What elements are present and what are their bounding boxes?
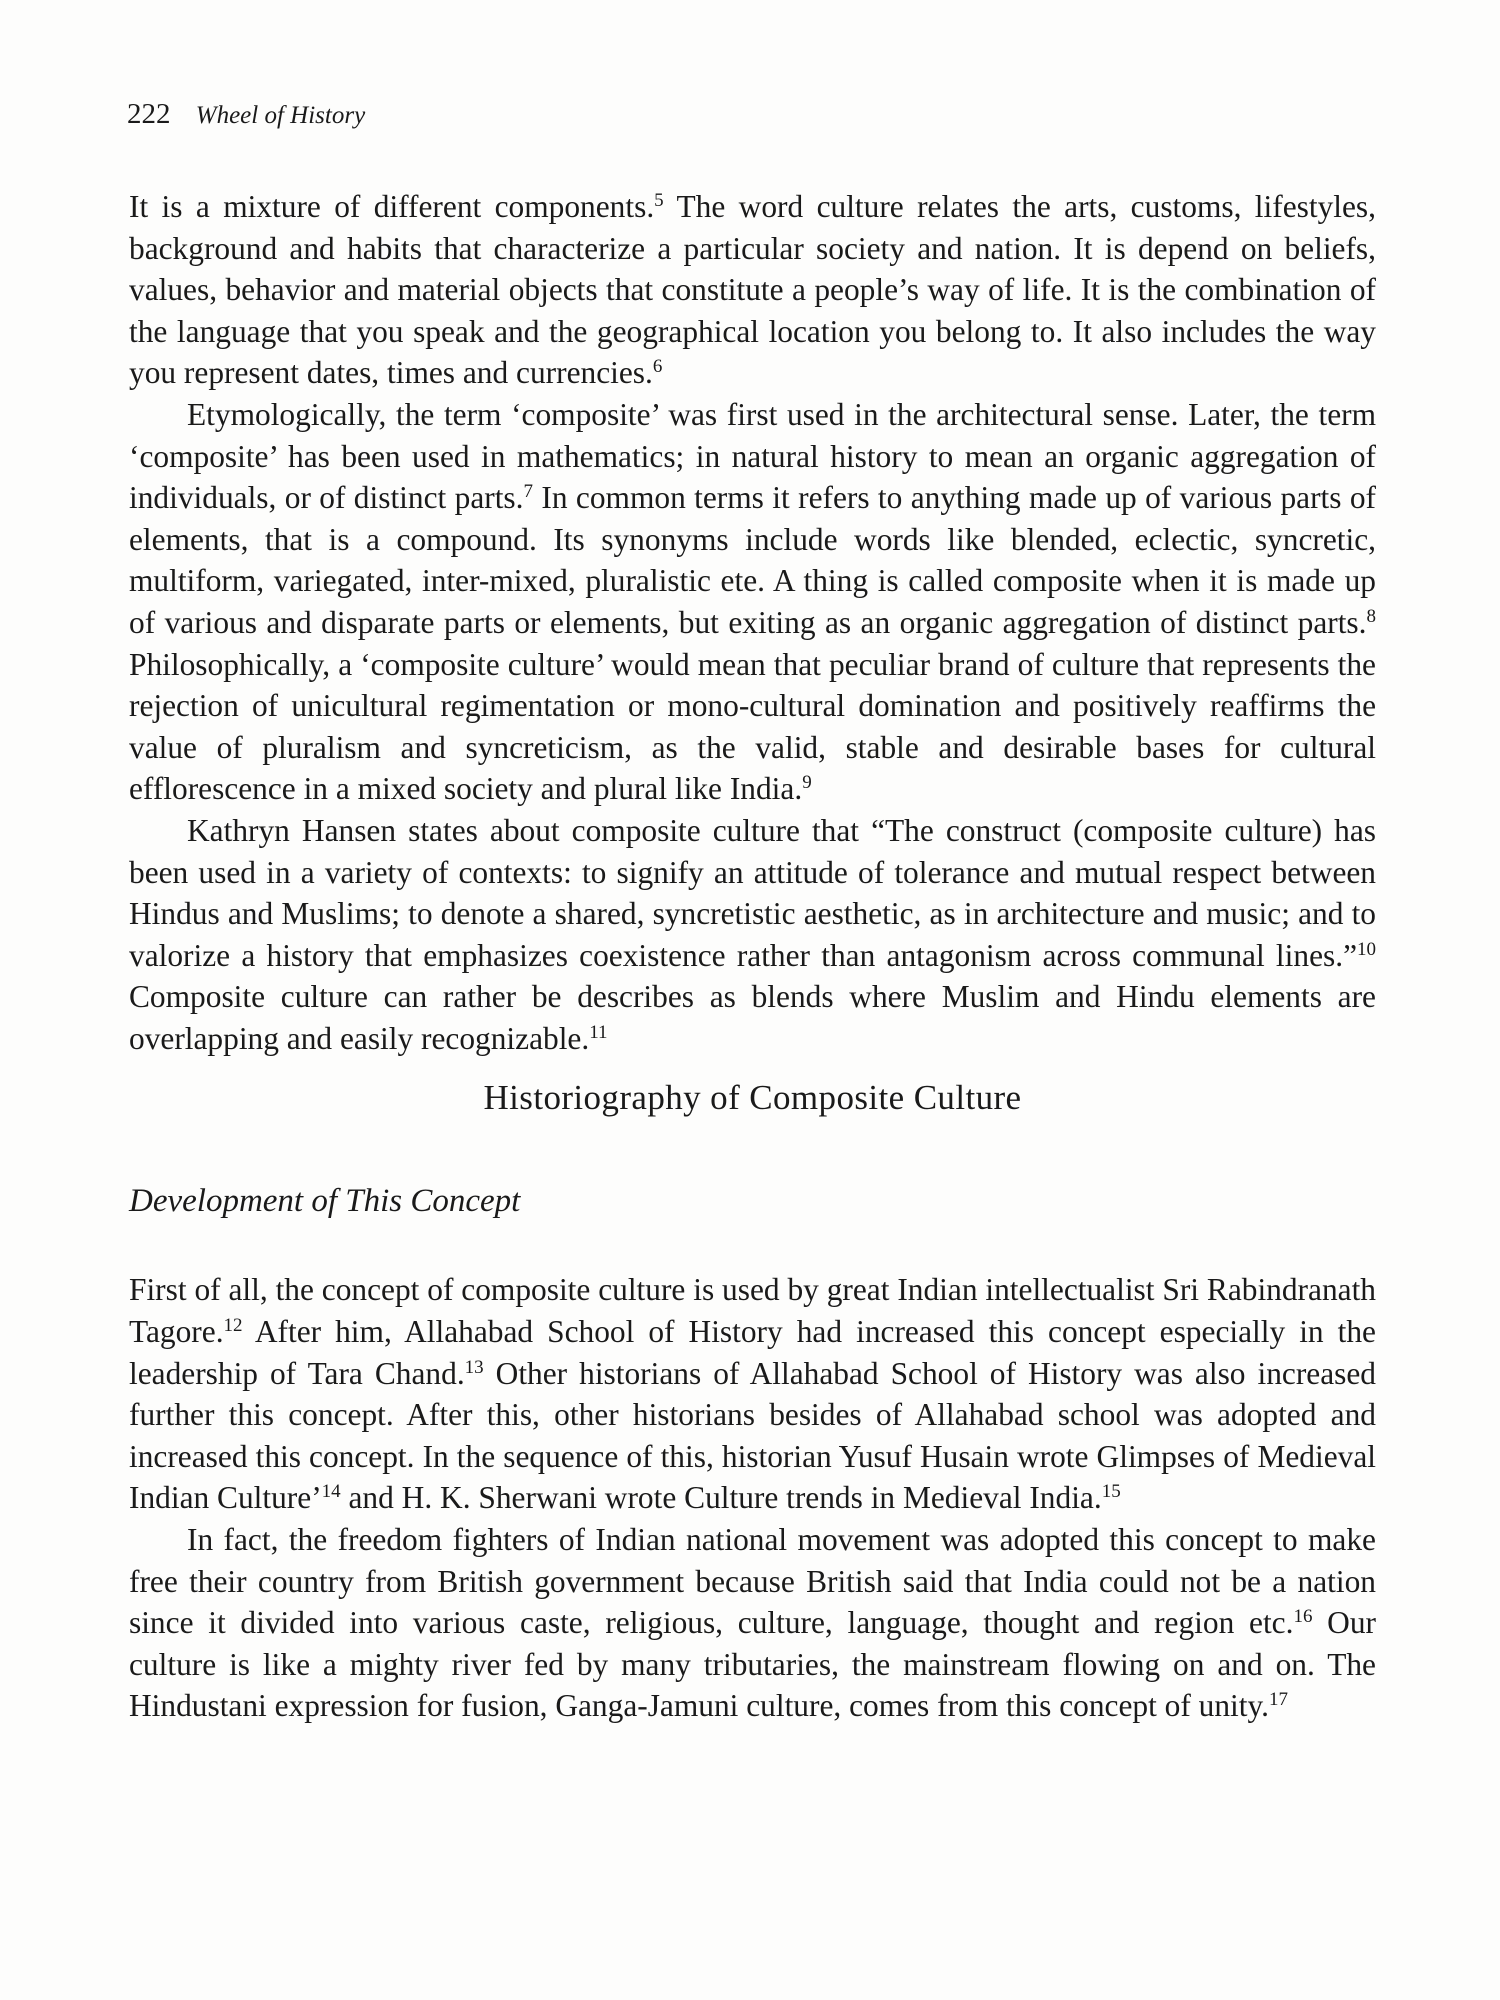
paragraph-text: Philosophically, a ‘composite culture’ would mean that peculiar brand of culture that represents the rejection of unicultural regimentation or mono-cultural domination and positively reaffirms the value of pluralism and syncreticism, as the valid, stable and desirable bases for cultural efflorescence in a mixed society and plural like India. [129, 646, 1376, 807]
paragraph-text: and H. K. Sherwani wrote Culture trends in Medieval India. [340, 1480, 1102, 1516]
subsection-heading: Development of This Concept [129, 1183, 521, 1220]
body-text [129, 186, 1376, 1727]
running-title: Wheel of History [195, 102, 366, 129]
footnote-ref: 9 [802, 772, 812, 794]
paragraph-text: Composite culture can rather be describes as blends where Muslim and Hindu elements are overlapping and easily recognizable. [129, 979, 1376, 1056]
footnote-ref: 11 [589, 1021, 608, 1043]
paragraph-text: In common terms it refers to anything made up of various parts of elements, that is a compound. Its synonyms include words like blended, eclectic, syncretic, multiform, variegated, inter-mixed, pluralistic ete. A thing is called composite when it is made up of various and disparate parts or elements, but exiting as an organic aggregation of distinct parts. [129, 480, 1376, 640]
paragraph-1 [129, 186, 1376, 394]
paragraph-2 [129, 394, 1376, 810]
running-head [127, 96, 365, 134]
footnote-ref: 12 [223, 1315, 243, 1337]
paragraph-text: After him, Allahabad School of History had increased this concept especially in the leadership of Tara Chand. [129, 1314, 1376, 1391]
footnote-ref: 14 [321, 1481, 341, 1503]
footnote-ref: 16 [1293, 1606, 1313, 1628]
footnote-ref: 13 [464, 1356, 484, 1378]
footnote-ref: 8 [1366, 605, 1376, 627]
footnote-ref: 7 [523, 481, 533, 503]
footnote-ref: 10 [1357, 938, 1376, 960]
paragraph-3 [129, 810, 1376, 1060]
paragraph-text: First of all, the concept of composite culture is used by great Indian intellectualist Sri Rabindranath Tagore. [129, 1272, 1376, 1350]
paragraph-text: It is a mixture of different components. [129, 189, 655, 224]
paragraph-text: Other historians of Allahabad School of History was also increased further this concept. After this, other historians besides of Allahabad school was adopted and increased this concept. In the sequence of this, historian Yusuf Husain wrote Glimpses of Medieval Indian Culture’ [129, 1355, 1376, 1516]
paragraph-text: In fact, the freedom fighters of Indian national movement was adopted this concept to make free their country from British government because British said that India could not be a nation since it divided into various caste, religious, culture, language, thought and region etc. [129, 1522, 1376, 1641]
paragraph-text: Etymologically, the term ‘composite’ was first used in the architectural sense. Later, the term ‘composite’ has been used in mathematics; in natural history to mean an organic aggregation of individuals, or of distinct parts. [129, 396, 1376, 516]
footnote-ref: 15 [1101, 1481, 1121, 1503]
footnote-ref: 6 [652, 356, 663, 378]
paragraph-text: Kathryn Hansen states about composite culture that “The construct (composite culture) has been used in a variety of contexts: to signify an attitude of tolerance and mutual respect between Hindus and Muslims; to denote a shared, syncretistic aesthetic, as in architecture and music; and to valorize a history that emphasizes coexistence rather than antagonism across communal lines.” [129, 812, 1376, 973]
footnote-ref: 5 [654, 190, 664, 211]
footnote-ref: 17 [1268, 1689, 1288, 1711]
section-heading: Historiography of Composite Culture [483, 1078, 1022, 1118]
paragraph-4 [129, 1269, 1376, 1519]
paragraph-text: Our culture is like a mighty river fed by many tributaries, the mainstream flowing on and on. The Hindustani expression for fusion, Ganga-Jamuni culture, comes from this concept of unity. [129, 1605, 1377, 1724]
paragraph-text: The word culture relates the arts, customs, lifestyles, background and habits that characterize a particular society and nation. It is depend on beliefs, values, behavior and material objects that constitute a people’s way of life. It is the combination of the language that you speak and the geographical location you belong to. It also includes the way you represent dates, times and currencies. [129, 189, 1376, 391]
page-number: 222 [127, 98, 171, 130]
paragraph-5 [129, 1519, 1376, 1727]
